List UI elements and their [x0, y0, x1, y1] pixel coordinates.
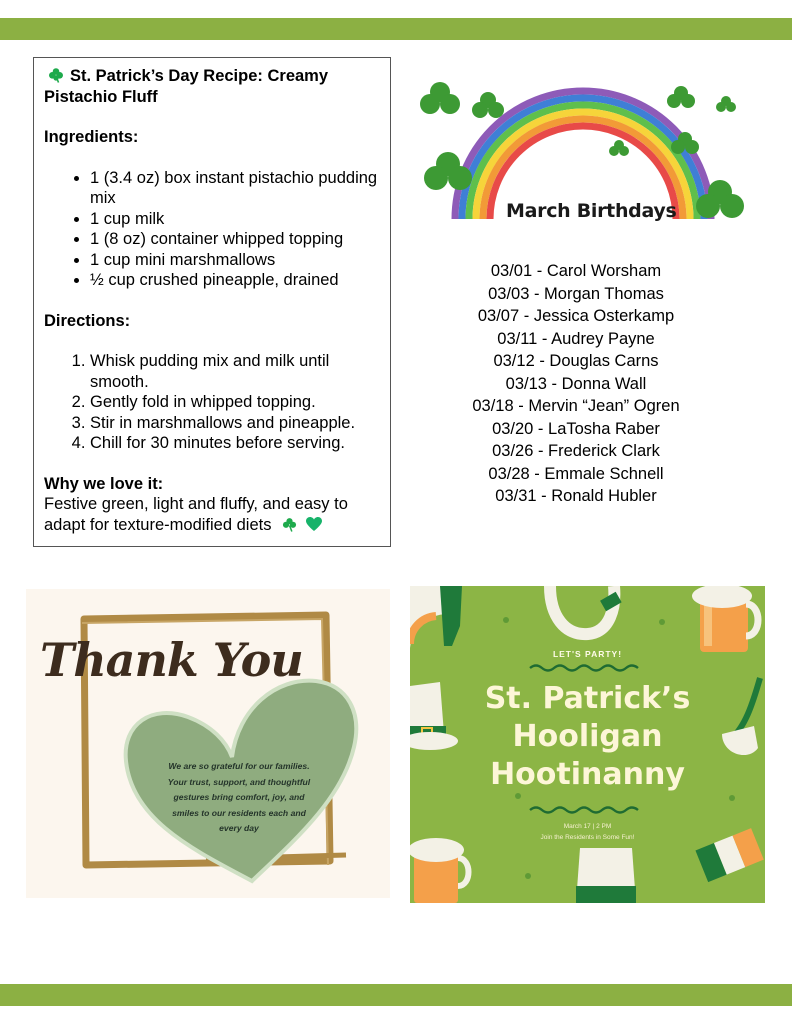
- list-item: 03/28 - Emmale Schnell: [488, 464, 664, 483]
- list-item: 03/13 - Donna Wall: [505, 374, 647, 393]
- list-item: 03/01 - Carol Worsham: [490, 262, 662, 280]
- bottom-green-band: [0, 984, 792, 1006]
- thank-you-title: Thank You: [40, 633, 303, 687]
- birthdays-title: March Birthdays: [506, 200, 677, 222]
- why-text: [44, 494, 380, 535]
- top-green-band: [0, 18, 792, 40]
- party-date: March 17 | 2 PM: [563, 823, 612, 830]
- ingredients-heading: Ingredients:: [44, 128, 139, 146]
- recipe-box: [33, 57, 391, 547]
- why-heading: Why we love it:: [44, 474, 164, 493]
- green-heart-icon: [306, 517, 322, 532]
- list-item: • 1 cup milk: [90, 209, 380, 230]
- list-item: • ½ cup crushed pineapple, drained: [90, 270, 380, 291]
- list-item: 4. Chill for 30 minutes before serving.: [90, 433, 380, 454]
- list-item: 03/18 - Mervin “Jean” Ogren: [472, 397, 680, 415]
- list-item: 03/07 - Jessica Osterkamp: [477, 307, 675, 325]
- list-item: 2. Gently fold in whipped topping.: [90, 392, 380, 413]
- list-item: 03/20 - LaTosha Raber: [492, 419, 660, 438]
- party-kicker: LET'S PARTY!: [552, 649, 623, 659]
- party-subtext: Join the Residents in Some Fun!: [540, 834, 635, 841]
- list-item: • 1 (8 oz) container whipped topping: [90, 229, 380, 250]
- list-item: 03/03 - Morgan Thomas: [488, 284, 664, 303]
- list-item: • 1 cup mini marshmallows: [90, 250, 380, 271]
- list-item: 03/12 - Douglas Carns: [493, 352, 659, 370]
- party-title-line2: Hooligan: [512, 719, 663, 754]
- thank-you-card: [26, 589, 390, 898]
- thank-you-message: We are so grateful for our families. Your trust, support, and thoughtful gestures bring comfort, joy, and smiles to our residents each and every day: [167, 761, 311, 833]
- recipe-title-text: St. Patrick’s Day Recipe: Creamy Pistachio Fluff: [44, 67, 329, 106]
- ingredients-list: [44, 168, 380, 291]
- party-title-line1: St. Patrick’s: [484, 681, 691, 716]
- why-text-body: Festive green, light and fluffy, and easy to adapt for texture-modified diets: [44, 495, 348, 534]
- list-item: 03/11 - Audrey Payne: [497, 329, 655, 348]
- recipe-title: [44, 66, 380, 107]
- shamrock-icon: [48, 67, 64, 83]
- list-item: • 1 (3.4 oz) box instant pistachio pudding mix: [90, 168, 380, 209]
- birthday-list: [440, 260, 712, 508]
- party-poster: [410, 586, 765, 903]
- party-title-line3: Hootinanny: [490, 757, 685, 792]
- list-item: 1. Whisk pudding mix and milk until smooth.: [90, 351, 380, 392]
- list-item: 3. Stir in marshmallows and pineapple.: [90, 413, 380, 434]
- directions-list: [44, 351, 380, 454]
- list-item: 03/31 - Ronald Hubler: [495, 487, 657, 505]
- list-item: 03/26 - Frederick Clark: [492, 442, 660, 460]
- shamrock-icon: [282, 517, 297, 532]
- directions-heading: Directions:: [44, 311, 131, 330]
